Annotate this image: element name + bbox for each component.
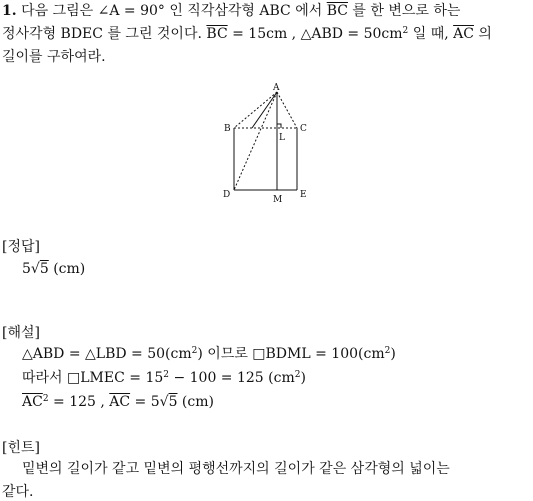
superscript: 2 [163, 370, 169, 380]
answer-label: [정답] [2, 239, 40, 255]
label-c: C [300, 124, 307, 134]
explanation-text: 따라서 □LMEC = 15 [22, 370, 164, 386]
explanation-line-2 [22, 369, 306, 387]
superscript: 2 [191, 346, 198, 356]
superscript: 2 [384, 346, 391, 356]
problem-text: 정사각형 BDEC 를 그린 것이다. [2, 26, 207, 42]
label-l: L [279, 133, 285, 143]
radical-sign: √ [159, 394, 169, 410]
segment-bc: $\overline{BC}$ [326, 3, 348, 19]
right-angle-mark [277, 124, 281, 128]
label-e: E [300, 190, 307, 200]
explanation-text: (cm) [177, 394, 214, 410]
problem-line-3: 길이를 구하여라. [2, 49, 106, 65]
segment-ac: $\overline{AC}$ [453, 26, 474, 42]
hint-line-1: 밑변의 길이가 같고 밑변의 평행선까지의 길이가 같은 삼각형의 넓이는 [22, 461, 450, 477]
problem-text: 의 [473, 26, 492, 42]
explanation-label: [해설] [2, 325, 40, 341]
explanation-text: = 5 [130, 394, 160, 410]
superscript: 2 [42, 394, 49, 404]
radical-sign: √ [30, 261, 40, 277]
problem-text: 를 한 변으로 하는 [347, 3, 461, 19]
segment-a-inner [252, 92, 277, 128]
explanation-text: ) [300, 370, 306, 386]
radicand: 5 [39, 261, 49, 277]
explanation-text: = 125 , [48, 394, 110, 410]
superscript: 2 [402, 26, 409, 36]
segment-ac: $\overline{AC}$ [22, 394, 43, 410]
explanation-text: ) [390, 346, 396, 362]
label-d: D [223, 190, 231, 200]
segment-ad [234, 92, 277, 190]
problem-text: 다음 그림은 ∠A = 90° 인 직각삼각형 ABC 에서 [21, 3, 327, 19]
label-b: B [224, 124, 231, 134]
explanation-text: ) 이므로 □BDML = 100(cm [197, 346, 385, 362]
label-m: M [273, 195, 283, 205]
explanation-text: − 100 = 125 (cm [169, 370, 295, 386]
problem-number: 1. [2, 3, 17, 19]
side-ac [277, 92, 297, 128]
radicand: 5 [168, 394, 178, 410]
explanation-line-1 [22, 345, 396, 363]
answer-coef: 5 [22, 261, 31, 277]
hint-line-2: 같다. [2, 484, 34, 500]
segment-ac: $\overline{AC}$ [109, 394, 131, 410]
problem-text: 일 때, [408, 26, 454, 42]
answer-unit: (cm) [48, 261, 86, 277]
segment-bc: $\overline{BC}$ [206, 26, 228, 42]
explanation-text: △ABD = △LBD = 50(cm [22, 346, 192, 362]
answer-value [22, 260, 85, 278]
explanation-line-3 [22, 393, 214, 411]
label-a: A [273, 83, 280, 93]
hint-label: [힌트] [2, 440, 40, 456]
problem-text: = 15cm , △ABD = 50cm [227, 26, 403, 42]
superscript: 2 [294, 370, 301, 380]
